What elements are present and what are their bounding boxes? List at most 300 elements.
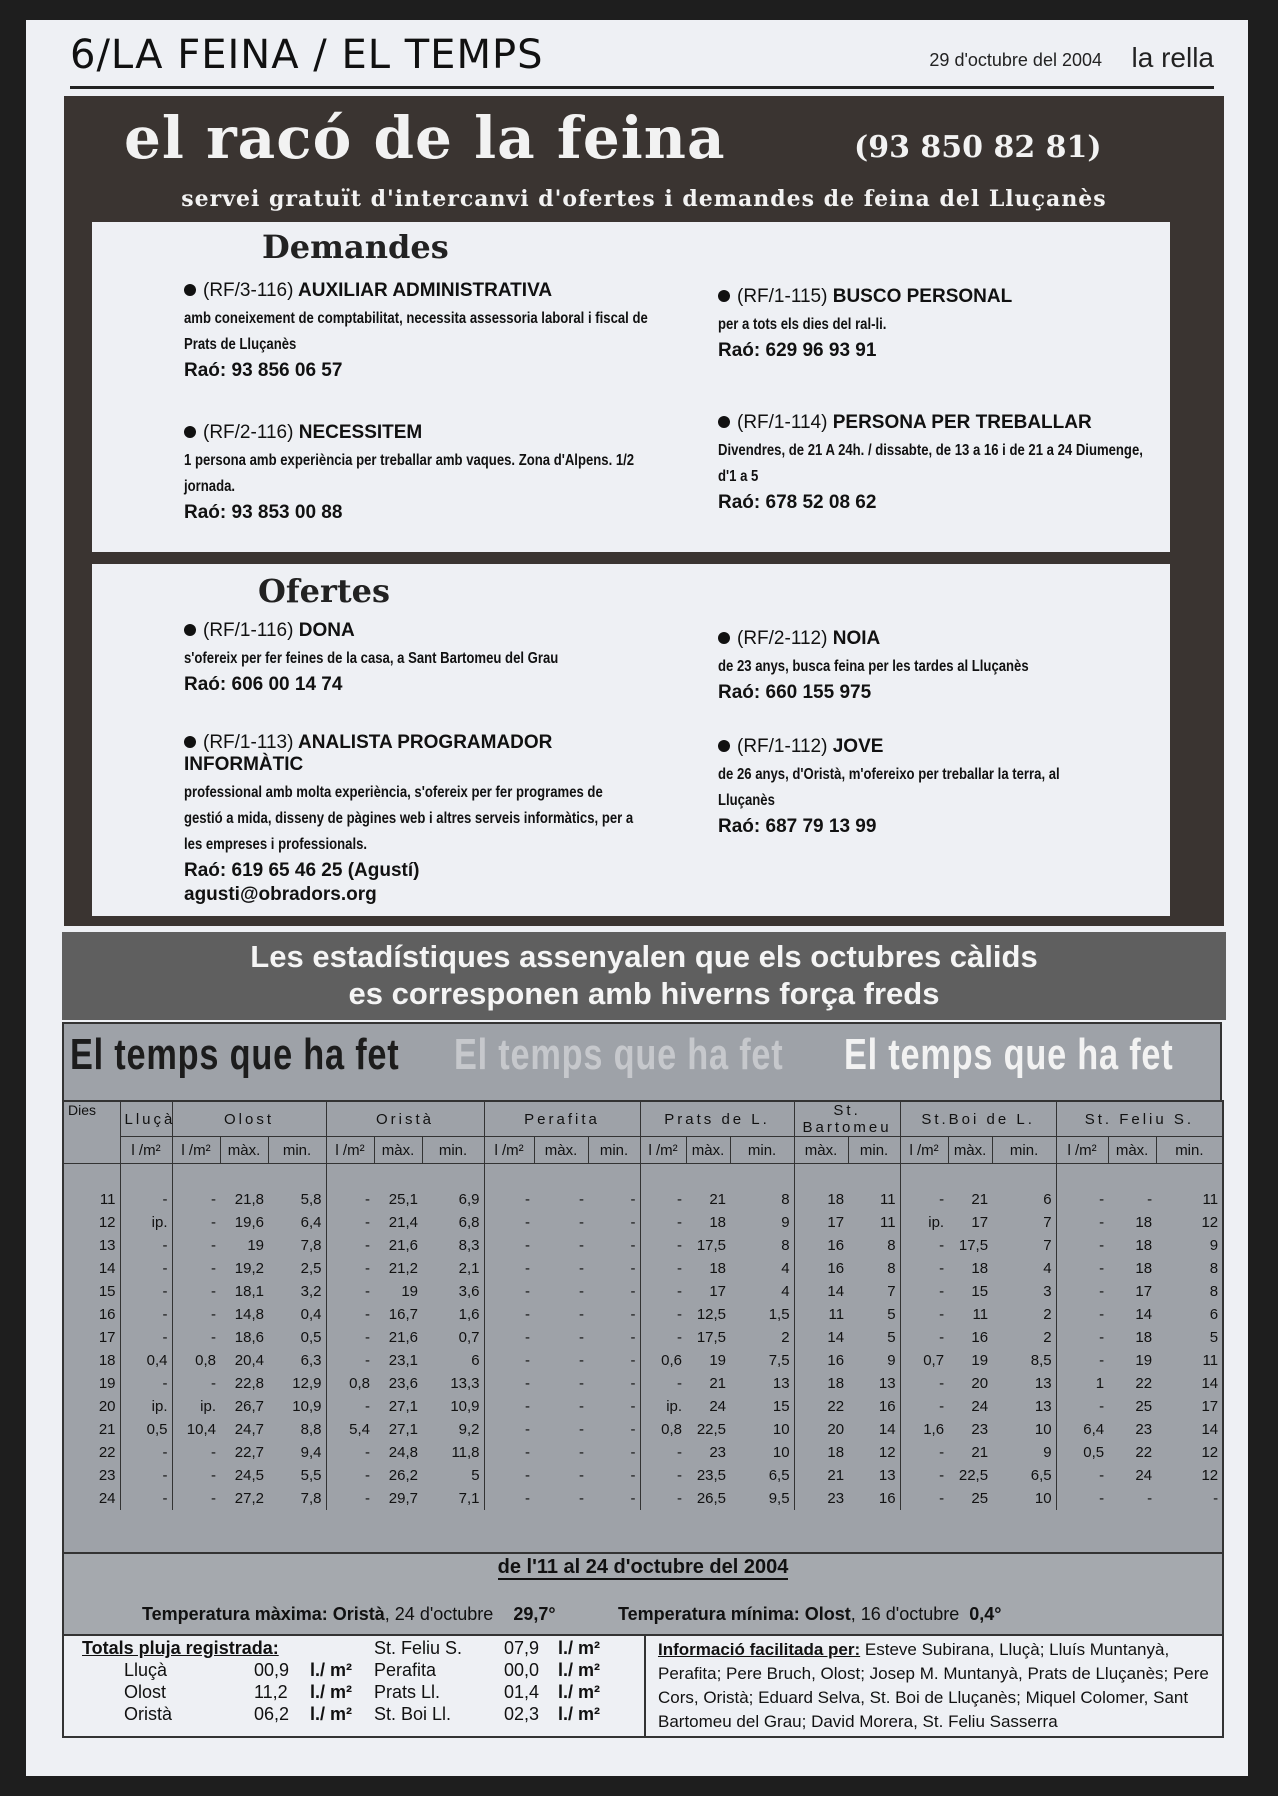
data-cell: - xyxy=(939,1237,945,1254)
place-header: Prats de L. xyxy=(640,1102,794,1137)
table-row xyxy=(64,1487,1222,1510)
data-cell: 6,3 xyxy=(268,1349,326,1372)
rain-place: Oristà xyxy=(124,1704,173,1724)
data-cell: - xyxy=(525,1352,531,1369)
data-cell: 0,4 xyxy=(268,1303,326,1326)
data-cell: 0,7 xyxy=(923,1352,945,1369)
rain-value: 01,4 xyxy=(504,1682,540,1702)
data-cell: - xyxy=(588,1349,640,1372)
data-cell: 0,8 xyxy=(661,1421,683,1438)
data-cell: 18 xyxy=(827,1191,845,1208)
ad-contact: Raó: 687 79 13 99 xyxy=(718,816,877,837)
data-cell: 6 xyxy=(992,1164,1056,1212)
data-cell: 2,5 xyxy=(268,1257,326,1280)
data-cell: - xyxy=(588,1303,640,1326)
table-row xyxy=(64,1234,1222,1257)
data-cell: - xyxy=(579,1283,585,1300)
data-cell: 7 xyxy=(848,1280,900,1303)
data-cell: 18 xyxy=(1135,1260,1153,1277)
data-cell: 9,5 xyxy=(730,1487,794,1510)
data-cell: - xyxy=(120,1280,172,1303)
data-cell: - xyxy=(677,1375,683,1392)
table-row xyxy=(64,1372,1222,1395)
data-cell: - xyxy=(677,1237,683,1254)
data-cell: 20 xyxy=(827,1421,845,1438)
data-cell: ip. xyxy=(200,1398,216,1415)
data-cell: 22 xyxy=(1135,1375,1153,1392)
weather-table xyxy=(64,1102,1222,1510)
data-cell: 22 xyxy=(1135,1444,1153,1461)
headline-banner xyxy=(62,932,1226,1020)
data-cell: 5,5 xyxy=(268,1464,326,1487)
max-label: Temperatura màxima: xyxy=(142,1604,328,1624)
data-cell: 10,4 xyxy=(186,1421,216,1438)
table-row xyxy=(64,1395,1222,1418)
min-place: Olost xyxy=(804,1604,851,1624)
ad-title: AUXILIAR ADMINISTRATIVA xyxy=(298,280,553,301)
data-cell: 5 xyxy=(422,1464,484,1487)
data-cell: 15 xyxy=(971,1283,989,1300)
data-cell: - xyxy=(579,1214,585,1231)
data-cell: - xyxy=(579,1352,585,1369)
data-cell: - xyxy=(120,1257,172,1280)
data-cell: 11,8 xyxy=(422,1441,484,1464)
rain-value: 00,9 xyxy=(254,1660,290,1680)
data-cell: - xyxy=(939,1191,945,1208)
rain-value: 00,0 xyxy=(504,1660,540,1680)
period-text: de l'11 al 24 d'octubre del 2004 xyxy=(497,1556,789,1578)
jobs-title: el racó de la feina xyxy=(124,104,726,172)
demandes-heading: Demandes xyxy=(262,228,449,266)
ad-description: de 23 anys, busca feina per les tardes al Lluçanès xyxy=(718,658,1029,675)
unit-min: min. xyxy=(422,1137,484,1164)
data-cell: - xyxy=(588,1418,640,1441)
data-cell: 16 xyxy=(971,1329,989,1346)
data-cell: 9 xyxy=(730,1211,794,1234)
data-cell: 6,8 xyxy=(422,1211,484,1234)
ad-contact: Raó: 678 52 08 62 xyxy=(718,492,877,513)
ad-description: s'ofereix per fer feines de la casa, a Sant Bartomeu del Grau xyxy=(184,650,559,667)
place-header: Perafita xyxy=(484,1102,640,1137)
data-cell: - xyxy=(579,1490,585,1507)
data-cell: - xyxy=(211,1490,216,1507)
data-cell: - xyxy=(588,1372,640,1395)
data-cell: 3 xyxy=(992,1280,1056,1303)
data-cell: 8 xyxy=(1209,1283,1219,1300)
data-cell: 11 xyxy=(972,1306,989,1323)
rain-place: St. Feliu S. xyxy=(374,1638,463,1658)
unit-max: màx. xyxy=(374,1137,422,1164)
data-cell: 18 xyxy=(1135,1329,1153,1346)
data-cell: 16 xyxy=(827,1260,845,1277)
data-cell: 1,6 xyxy=(422,1303,484,1326)
units-row xyxy=(64,1137,1222,1164)
ad-title: ANALISTA PROGRAMADOR INFORMÀTIC xyxy=(184,732,553,775)
unit-rain: l /m² xyxy=(900,1137,948,1164)
credits-text: Esteve Subirana, Lluçà; Lluís Muntanyà, Perafita; Pere Bruch, Olost; Josep M. Muntanyà, Prats de Lluçanès; Pere Cors, Oristà; Eduard Selva, St. Boi de Lluçanès; Miquel Colomer, Sant Bartomeu del Grau; David Morera, St. Feliu Sasserra xyxy=(658,1640,1209,1731)
jobs-subtitle: servei gratuït d'intercanvi d'ofertes i demandes de feina del Lluçanès xyxy=(181,186,1107,212)
demandes-panel xyxy=(92,222,1170,552)
max-date: , 24 d'octubre xyxy=(384,1604,494,1624)
data-cell: 17 xyxy=(971,1214,989,1231)
data-cell: - xyxy=(579,1375,585,1392)
data-cell: - xyxy=(365,1191,370,1208)
table-row xyxy=(64,1303,1222,1326)
data-cell: 21,8 xyxy=(234,1191,264,1208)
offer-ad xyxy=(184,620,684,696)
data-cell: 17,5 xyxy=(958,1237,989,1254)
data-cell: - xyxy=(120,1487,172,1510)
data-cell: - xyxy=(677,1444,683,1461)
data-cell: ip. xyxy=(928,1214,945,1231)
data-cell: - xyxy=(525,1467,531,1484)
data-cell: 7 xyxy=(992,1211,1056,1234)
ad-ref: (RF/1-113) xyxy=(203,732,294,753)
ad-description: amb coneixement de comptabilitat, necessita assessoria laboral i fiscal de Prats de Lluçanès xyxy=(184,310,648,353)
data-cell: 18,1 xyxy=(234,1283,264,1300)
data-cell: - xyxy=(677,1306,683,1323)
data-cell: - xyxy=(579,1329,585,1346)
data-cell: 10,9 xyxy=(268,1395,326,1418)
data-cell: 18,6 xyxy=(234,1329,264,1346)
publication-name: la rella xyxy=(1131,42,1214,73)
max-value: 29,7° xyxy=(513,1604,556,1624)
data-cell: - xyxy=(588,1395,640,1418)
rain-place: Lluçà xyxy=(124,1660,168,1680)
unit-rain: l /m² xyxy=(640,1137,686,1164)
day-cell: 13 xyxy=(64,1234,120,1257)
data-cell: - xyxy=(579,1260,585,1277)
data-cell: 7,8 xyxy=(268,1234,326,1257)
table-row xyxy=(64,1326,1222,1349)
data-cell: - xyxy=(120,1234,172,1257)
data-cell: - xyxy=(211,1283,216,1300)
data-cell: 8 xyxy=(848,1234,900,1257)
data-cell: 0,5 xyxy=(268,1326,326,1349)
data-cell: 24,8 xyxy=(388,1444,418,1461)
data-cell: 26,7 xyxy=(234,1398,264,1415)
day-cell: 14 xyxy=(64,1257,120,1280)
data-cell: 18 xyxy=(827,1444,845,1461)
data-cell: 2,1 xyxy=(422,1257,484,1280)
data-cell: - xyxy=(211,1191,216,1208)
data-cell: - xyxy=(588,1487,640,1510)
rain-place: Olost xyxy=(124,1682,167,1702)
data-cell: - xyxy=(525,1329,531,1346)
data-cell: 14,8 xyxy=(234,1306,264,1323)
bullet-icon xyxy=(718,632,730,644)
headline-line: es corresponen amb hiverns força freds xyxy=(348,976,940,1011)
data-cell: - xyxy=(588,1211,640,1234)
data-cell: 11 xyxy=(828,1306,845,1323)
data-cell: - xyxy=(211,1260,216,1277)
data-cell: 0,4 xyxy=(120,1349,172,1372)
data-cell: - xyxy=(1099,1191,1105,1208)
data-cell: - xyxy=(365,1214,370,1231)
data-cell: 10 xyxy=(730,1441,794,1464)
data-cell: - xyxy=(211,1467,216,1484)
section-title: 6/LA FEINA / EL TEMPS xyxy=(70,32,544,78)
data-cell: ip. xyxy=(120,1395,172,1418)
data-cell: 5 xyxy=(848,1326,900,1349)
table-row xyxy=(64,1164,1222,1212)
weather-table-frame xyxy=(62,1100,1224,1554)
unit-max: màx. xyxy=(220,1137,268,1164)
unit-rain: l /m² xyxy=(172,1137,220,1164)
ad-title: DONA xyxy=(298,620,355,641)
data-cell: 11 xyxy=(848,1211,900,1234)
data-cell: - xyxy=(1213,1490,1219,1507)
day-cell: 17 xyxy=(64,1326,120,1349)
unit-rain: l /m² xyxy=(1056,1137,1108,1164)
data-cell: 4 xyxy=(992,1257,1056,1280)
data-cell: 17,5 xyxy=(696,1329,727,1346)
data-cell: - xyxy=(120,1326,172,1349)
data-cell: 3,6 xyxy=(422,1280,484,1303)
unit-min: min. xyxy=(848,1137,900,1164)
data-cell: - xyxy=(579,1306,585,1323)
data-cell: - xyxy=(211,1444,216,1461)
data-cell: 27,1 xyxy=(388,1421,418,1438)
data-cell: 27,1 xyxy=(388,1398,418,1415)
data-cell: 0,7 xyxy=(422,1326,484,1349)
credits-lead: Informació facilitada per: xyxy=(658,1640,861,1659)
data-cell: - xyxy=(1099,1237,1105,1254)
data-cell: 9 xyxy=(848,1349,900,1372)
data-cell: 19 xyxy=(1135,1352,1153,1369)
data-cell: 6,9 xyxy=(422,1164,484,1212)
data-cell: 12 xyxy=(1201,1444,1219,1461)
unit-max: màx. xyxy=(794,1137,848,1164)
data-cell: 21,6 xyxy=(388,1329,418,1346)
data-cell: 18 xyxy=(1135,1237,1153,1254)
rain-unit: l./ m² xyxy=(558,1638,601,1658)
min-value: 0,4° xyxy=(969,1604,1002,1624)
bullet-icon xyxy=(718,290,730,302)
min-date: , 16 d'octubre xyxy=(850,1604,960,1624)
data-cell: - xyxy=(579,1398,585,1415)
data-cell: 0,8 xyxy=(195,1352,216,1369)
data-cell: 21,6 xyxy=(388,1237,418,1254)
data-cell: 21,4 xyxy=(388,1214,418,1231)
ad-description: professional amb molta experiència, s'ofereix per fer programes de gestió a mida, disseny de pàgines web i altres serveis informàtics, per a les empreses i professionals. xyxy=(184,784,634,853)
data-cell: 13 xyxy=(848,1464,900,1487)
data-cell: 10 xyxy=(992,1487,1056,1510)
data-cell: 8,5 xyxy=(992,1349,1056,1372)
credits xyxy=(658,1638,1218,1734)
rain-unit: l./ m² xyxy=(310,1660,353,1680)
day-cell: 21 xyxy=(64,1418,120,1441)
data-cell: - xyxy=(579,1467,585,1484)
data-cell: - xyxy=(1099,1467,1105,1484)
ofertes-panel xyxy=(92,564,1170,916)
data-cell: - xyxy=(525,1306,531,1323)
data-cell: 22,5 xyxy=(958,1467,989,1484)
ad-contact: Raó: 629 96 93 91 xyxy=(718,340,877,361)
period-label xyxy=(64,1556,1222,1579)
data-cell: - xyxy=(939,1283,945,1300)
days-header: Dies xyxy=(64,1102,120,1164)
ad-ref: (RF/1-114) xyxy=(737,412,828,433)
data-cell: - xyxy=(939,1329,945,1346)
data-cell: 2 xyxy=(992,1326,1056,1349)
weather-title-echo: El temps que ha fet xyxy=(454,1030,784,1079)
place-header: St.Boi de L. xyxy=(900,1102,1056,1137)
table-row xyxy=(64,1257,1222,1280)
data-cell: 21 xyxy=(971,1444,989,1461)
ad-title: NECESSITEM xyxy=(298,422,423,443)
ad-contact: Raó: 619 65 46 25 (Agustí) xyxy=(184,860,420,881)
unit-max: màx. xyxy=(948,1137,992,1164)
unit-max: màx. xyxy=(1108,1137,1156,1164)
data-cell: 19 xyxy=(971,1352,989,1369)
data-cell: 19 xyxy=(247,1237,264,1254)
ad-title: BUSCO PERSONAL xyxy=(832,286,1013,307)
rain-value: 11,2 xyxy=(254,1682,288,1702)
data-cell: - xyxy=(525,1260,531,1277)
data-cell: - xyxy=(365,1329,370,1346)
day-cell: 15 xyxy=(64,1280,120,1303)
data-cell: 17 xyxy=(827,1214,845,1231)
page-header xyxy=(70,32,1214,89)
data-cell: 16 xyxy=(827,1237,845,1254)
rain-value: 07,9 xyxy=(504,1638,540,1658)
data-cell: - xyxy=(939,1444,945,1461)
data-cell: 1,5 xyxy=(730,1303,794,1326)
data-cell: 23 xyxy=(709,1444,727,1461)
data-cell: - xyxy=(525,1283,531,1300)
data-cell: 23 xyxy=(827,1490,845,1507)
data-cell: - xyxy=(677,1329,683,1346)
data-cell: 3,2 xyxy=(268,1280,326,1303)
unit-min: min. xyxy=(730,1137,794,1164)
data-cell: 10 xyxy=(730,1418,794,1441)
data-cell: 2 xyxy=(992,1303,1056,1326)
ad-ref: (RF/2-112) xyxy=(737,628,828,649)
max-place: Oristà xyxy=(332,1604,385,1624)
bullet-icon xyxy=(718,416,730,428)
data-cell: 22,7 xyxy=(234,1444,264,1461)
data-cell: 19,6 xyxy=(234,1214,264,1231)
data-cell: 21 xyxy=(827,1467,845,1484)
data-cell: - xyxy=(1147,1490,1153,1507)
data-cell: 6,5 xyxy=(992,1464,1056,1487)
ad-email[interactable]: agusti@obradors.org xyxy=(184,884,377,905)
data-cell: - xyxy=(120,1164,172,1212)
data-cell: 18 xyxy=(709,1214,727,1231)
data-cell: 21,2 xyxy=(388,1260,418,1277)
data-cell: - xyxy=(525,1191,531,1208)
min-temp-record xyxy=(618,1604,1002,1625)
data-cell: - xyxy=(525,1237,531,1254)
data-cell: 8,3 xyxy=(422,1234,484,1257)
data-cell: - xyxy=(525,1490,531,1507)
data-cell: 6,4 xyxy=(268,1211,326,1234)
data-cell: - xyxy=(1099,1398,1105,1415)
data-cell: 8 xyxy=(1209,1260,1219,1277)
data-cell: 27,2 xyxy=(234,1490,264,1507)
data-cell: 6 xyxy=(422,1349,484,1372)
data-cell: 16 xyxy=(827,1352,845,1369)
data-cell: - xyxy=(211,1329,216,1346)
unit-rain: l /m² xyxy=(484,1137,534,1164)
weather-title-echo: El temps que ha fet xyxy=(844,1030,1174,1079)
unit-min: min. xyxy=(992,1137,1056,1164)
rain-place: St. Boi Ll. xyxy=(374,1704,452,1724)
unit-min: min. xyxy=(588,1137,640,1164)
data-cell: 20,4 xyxy=(234,1352,264,1369)
data-cell: 13 xyxy=(992,1372,1056,1395)
day-cell: 24 xyxy=(64,1487,120,1510)
data-cell: 18 xyxy=(827,1375,845,1392)
data-cell: 4 xyxy=(730,1257,794,1280)
rain-unit: l./ m² xyxy=(558,1682,601,1702)
day-cell: 19 xyxy=(64,1372,120,1395)
data-cell: 14 xyxy=(1201,1375,1219,1392)
data-cell: 13 xyxy=(992,1395,1056,1418)
data-cell: - xyxy=(677,1490,683,1507)
data-cell: 17 xyxy=(709,1283,727,1300)
data-cell: 26,2 xyxy=(388,1467,418,1484)
data-cell: 20 xyxy=(971,1375,989,1392)
data-cell: 13 xyxy=(730,1372,794,1395)
data-cell: - xyxy=(1099,1260,1105,1277)
data-cell: 19,2 xyxy=(234,1260,264,1277)
data-cell: 5,8 xyxy=(268,1164,326,1212)
ad-ref: (RF/1-116) xyxy=(203,620,294,641)
data-cell: 22,5 xyxy=(696,1421,727,1438)
data-cell: 21 xyxy=(971,1191,989,1208)
data-cell: 12 xyxy=(1201,1467,1219,1484)
data-cell: 17 xyxy=(1135,1283,1153,1300)
ad-description: per a tots els dies del ral-li. xyxy=(718,316,887,333)
data-cell: - xyxy=(588,1464,640,1487)
data-cell: ip. xyxy=(120,1211,172,1234)
ad-description: 1 persona amb experiència per treballar amb vaques. Zona d'Alpens. 1/2 jornada. xyxy=(184,452,635,495)
data-cell: 6,5 xyxy=(730,1464,794,1487)
ad-title: NOIA xyxy=(832,628,881,649)
data-cell: - xyxy=(1099,1490,1105,1507)
data-cell: - xyxy=(211,1237,216,1254)
bullet-icon xyxy=(184,736,196,748)
data-cell: 12 xyxy=(1201,1214,1219,1231)
data-cell: 6 xyxy=(1209,1306,1219,1323)
data-cell: 17 xyxy=(1201,1398,1219,1415)
data-cell: 22,8 xyxy=(234,1375,264,1392)
data-cell: 0,6 xyxy=(661,1352,683,1369)
offer-ad xyxy=(184,732,644,906)
data-cell: 2 xyxy=(730,1326,794,1349)
weather-title: El temps que ha fet xyxy=(70,1030,400,1079)
data-cell: 25 xyxy=(1135,1398,1153,1415)
data-cell: 18 xyxy=(971,1260,989,1277)
data-cell: 24,5 xyxy=(234,1467,264,1484)
data-cell: 16,7 xyxy=(388,1306,418,1323)
data-cell: 14 xyxy=(1201,1421,1219,1438)
ad-contact: Raó: 93 856 06 57 xyxy=(184,360,343,381)
data-cell: 8 xyxy=(848,1257,900,1280)
data-cell: - xyxy=(939,1490,945,1507)
data-cell: ip. xyxy=(666,1398,683,1415)
data-cell: 14 xyxy=(848,1418,900,1441)
ad-title: JOVE xyxy=(832,736,884,757)
data-cell: - xyxy=(211,1306,216,1323)
data-cell: 18 xyxy=(1135,1214,1153,1231)
data-cell: - xyxy=(588,1164,640,1212)
data-cell: 16 xyxy=(848,1395,900,1418)
data-cell: 12 xyxy=(848,1441,900,1464)
unit-rain: l /m² xyxy=(326,1137,374,1164)
